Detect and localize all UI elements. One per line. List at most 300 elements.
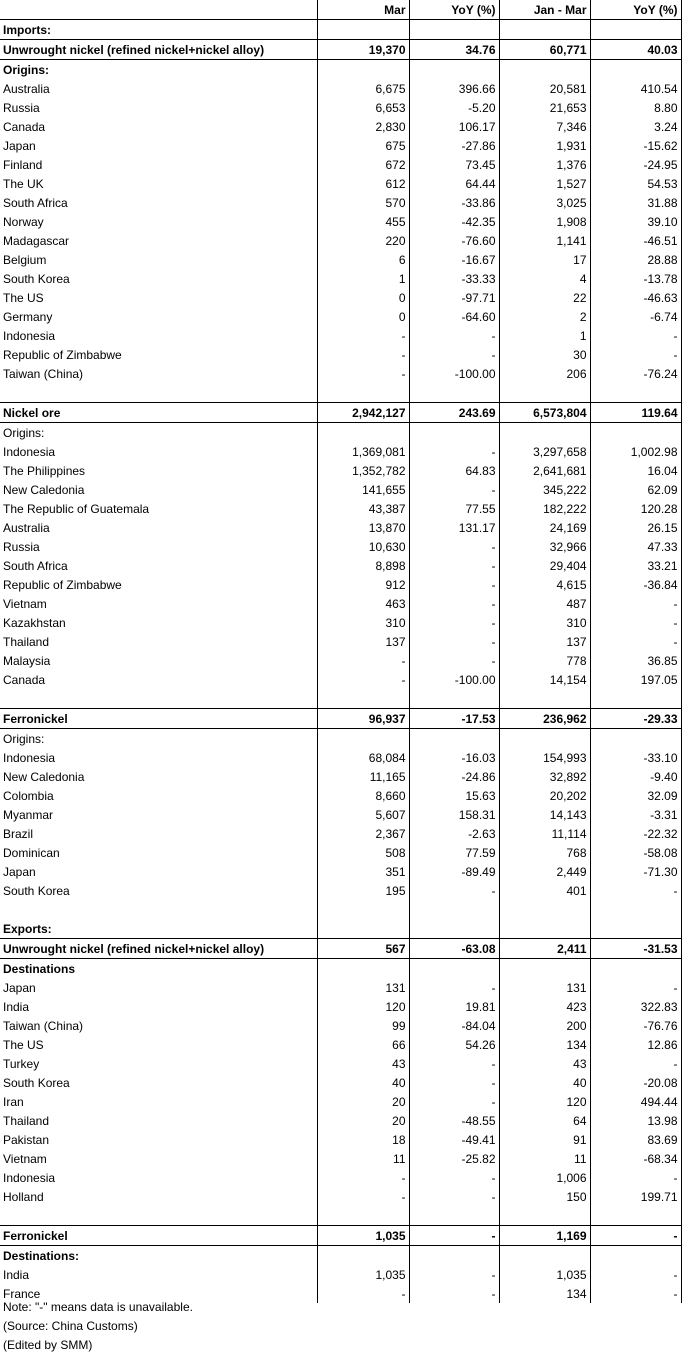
cell-label	[0, 1206, 317, 1226]
cell-label: Malaysia	[3, 653, 51, 668]
cell-jan-mar: 182,222	[499, 499, 590, 518]
cell-yoy-jan-mar	[590, 20, 681, 40]
cell-jan-mar: 20,202	[499, 786, 590, 805]
cell-jan-mar: 3,297,658	[499, 442, 590, 461]
table-row	[0, 98, 681, 117]
table-row	[0, 729, 681, 749]
cell-label: Republic of Zimbabwe	[3, 577, 122, 592]
cell-mar: 2,942,127	[317, 403, 409, 423]
cell-label: Taiwan (China)	[3, 366, 84, 381]
table-row	[0, 824, 681, 843]
header-cell-mar: Mar	[317, 0, 409, 20]
cell-label: Origins:	[3, 425, 45, 440]
cell-yoy-jan-mar	[590, 1206, 681, 1226]
cell-yoy-jan-mar	[590, 423, 681, 443]
spacer-row	[0, 1206, 681, 1226]
cell-yoy-jan-mar: -	[590, 881, 681, 900]
cell-jan-mar: 29,404	[499, 556, 590, 575]
cell-jan-mar: 1,169	[499, 1226, 590, 1246]
table-row	[0, 881, 681, 900]
table-row	[0, 499, 681, 518]
cell-jan-mar: 4,615	[499, 575, 590, 594]
cell-yoy-jan-mar	[590, 900, 681, 919]
cell-label: Madagascar	[3, 233, 70, 248]
total-row	[0, 403, 681, 423]
cell-yoy-jan-mar: -13.78	[590, 269, 681, 288]
cell-jan-mar: 6,573,804	[499, 403, 590, 423]
cell-jan-mar: 14,143	[499, 805, 590, 824]
table-row	[0, 556, 681, 575]
cell-yoy-mar: -97.71	[409, 288, 499, 307]
table-row	[0, 174, 681, 193]
table-row	[0, 461, 681, 480]
cell-mar: 137	[317, 632, 409, 651]
cell-yoy-jan-mar: 26.15	[590, 518, 681, 537]
cell-yoy-jan-mar: -29.33	[590, 709, 681, 729]
cell-yoy-mar	[409, 1246, 499, 1266]
cell-mar	[317, 689, 409, 709]
cell-yoy-jan-mar: 33.21	[590, 556, 681, 575]
cell-yoy-jan-mar: -	[590, 1265, 681, 1284]
cell-yoy-jan-mar: -6.74	[590, 307, 681, 326]
cell-mar: 13,870	[317, 518, 409, 537]
cell-label: Indonesia	[3, 750, 56, 765]
cell-jan-mar: 2,641,681	[499, 461, 590, 480]
cell-mar: 2,830	[317, 117, 409, 136]
cell-yoy-jan-mar	[590, 60, 681, 80]
cell-label: South Korea	[3, 883, 70, 898]
cell-yoy-mar: -27.86	[409, 136, 499, 155]
cell-yoy-jan-mar	[590, 1246, 681, 1266]
cell-yoy-jan-mar: 3.24	[590, 117, 681, 136]
cell-label: The US	[3, 1037, 44, 1052]
table-row	[0, 748, 681, 767]
cell-yoy-mar: -5.20	[409, 98, 499, 117]
cell-yoy-mar: -	[409, 556, 499, 575]
cell-jan-mar: 1,376	[499, 155, 590, 174]
total-row	[0, 40, 681, 60]
cell-yoy-mar: -	[409, 345, 499, 364]
cell-yoy-mar: -	[409, 442, 499, 461]
cell-yoy-mar: -63.08	[409, 939, 499, 959]
cell-yoy-jan-mar	[590, 959, 681, 979]
cell-yoy-mar	[409, 919, 499, 939]
cell-label: Japan	[3, 138, 36, 153]
cell-label: Australia	[3, 520, 50, 535]
cell-label: Thailand	[3, 1113, 50, 1128]
cell-yoy-mar: 131.17	[409, 518, 499, 537]
cell-yoy-mar: -48.55	[409, 1111, 499, 1130]
cell-mar: 455	[317, 212, 409, 231]
cell-yoy-mar	[409, 1206, 499, 1226]
cell-mar	[317, 60, 409, 80]
cell-jan-mar: 310	[499, 613, 590, 632]
table-row	[0, 193, 681, 212]
cell-mar: 11	[317, 1149, 409, 1168]
cell-yoy-mar: 243.69	[409, 403, 499, 423]
cell-yoy-jan-mar: -20.08	[590, 1073, 681, 1092]
section-label-row	[0, 60, 681, 80]
cell-jan-mar: 2	[499, 307, 590, 326]
table-row	[0, 997, 681, 1016]
cell-mar: -	[317, 670, 409, 689]
cell-mar	[317, 959, 409, 979]
cell-yoy-mar: -25.82	[409, 1149, 499, 1168]
cell-label: Iran	[3, 1094, 24, 1109]
cell-mar: 612	[317, 174, 409, 193]
cell-label: Thailand	[3, 634, 50, 649]
cell-jan-mar: 1,908	[499, 212, 590, 231]
note-unavailable: Note: "-" means data is unavailable.	[3, 1300, 193, 1314]
cell-label: Indonesia	[3, 444, 56, 459]
spacer-row	[0, 383, 681, 403]
cell-yoy-jan-mar: 83.69	[590, 1130, 681, 1149]
cell-jan-mar: 24,169	[499, 518, 590, 537]
cell-mar: 66	[317, 1035, 409, 1054]
cell-mar: -	[317, 1187, 409, 1206]
section-label-row	[0, 20, 681, 40]
cell-mar	[317, 1246, 409, 1266]
cell-jan-mar: 345,222	[499, 480, 590, 499]
total-row	[0, 1226, 681, 1246]
cell-yoy-mar: -	[409, 1226, 499, 1246]
cell-label: Imports:	[3, 22, 51, 37]
table-row	[0, 1016, 681, 1035]
cell-yoy-mar: -76.60	[409, 231, 499, 250]
cell-label: Germany	[3, 309, 53, 324]
cell-label: The US	[3, 290, 44, 305]
table-row	[0, 1130, 681, 1149]
cell-yoy-mar	[409, 689, 499, 709]
cell-yoy-mar: -100.00	[409, 670, 499, 689]
cell-jan-mar: 1,931	[499, 136, 590, 155]
spacer-row	[0, 689, 681, 709]
cell-jan-mar: 3,025	[499, 193, 590, 212]
cell-mar: -	[317, 345, 409, 364]
cell-yoy-mar: -	[409, 978, 499, 997]
cell-yoy-mar	[409, 900, 499, 919]
total-row	[0, 939, 681, 959]
cell-label: The Philippines	[3, 463, 86, 478]
cell-jan-mar: 154,993	[499, 748, 590, 767]
table-row	[0, 632, 681, 651]
cell-mar: 570	[317, 193, 409, 212]
cell-yoy-mar: 34.76	[409, 40, 499, 60]
cell-yoy-jan-mar: -	[590, 1168, 681, 1187]
cell-jan-mar: 32,892	[499, 767, 590, 786]
cell-label	[0, 900, 317, 919]
cell-yoy-mar: -16.03	[409, 748, 499, 767]
note-source: (Source: China Customs)	[3, 1319, 138, 1333]
total-row	[0, 709, 681, 729]
cell-yoy-mar: 19.81	[409, 997, 499, 1016]
cell-label: Ferronickel	[0, 1226, 317, 1246]
cell-mar	[317, 20, 409, 40]
cell-yoy-mar	[409, 383, 499, 403]
cell-label: Myanmar	[3, 807, 54, 822]
cell-mar: 131	[317, 978, 409, 997]
cell-yoy-jan-mar: 32.09	[590, 786, 681, 805]
cell-jan-mar: 30	[499, 345, 590, 364]
cell-yoy-jan-mar: 47.33	[590, 537, 681, 556]
cell-mar: 508	[317, 843, 409, 862]
cell-yoy-jan-mar: -15.62	[590, 136, 681, 155]
cell-jan-mar: 768	[499, 843, 590, 862]
cell-mar: 11,165	[317, 767, 409, 786]
cell-yoy-jan-mar: -76.76	[590, 1016, 681, 1035]
cell-yoy-jan-mar: -	[590, 1284, 681, 1303]
table-row	[0, 537, 681, 556]
header-cell-label	[0, 0, 317, 20]
cell-label: Destinations:	[3, 1248, 80, 1263]
cell-label: Russia	[3, 539, 40, 554]
table-row	[0, 212, 681, 231]
cell-yoy-jan-mar: -36.84	[590, 575, 681, 594]
table-row	[0, 1111, 681, 1130]
cell-yoy-mar: -84.04	[409, 1016, 499, 1035]
cell-yoy-jan-mar: 16.04	[590, 461, 681, 480]
cell-mar: 8,898	[317, 556, 409, 575]
cell-jan-mar	[499, 383, 590, 403]
cell-yoy-jan-mar: -58.08	[590, 843, 681, 862]
cell-yoy-mar: 77.55	[409, 499, 499, 518]
cell-jan-mar	[499, 919, 590, 939]
cell-mar: -	[317, 364, 409, 383]
cell-yoy-mar	[409, 729, 499, 749]
cell-yoy-mar: 396.66	[409, 79, 499, 98]
cell-mar: 20	[317, 1092, 409, 1111]
cell-yoy-jan-mar	[590, 729, 681, 749]
cell-jan-mar	[499, 60, 590, 80]
cell-yoy-jan-mar: 120.28	[590, 499, 681, 518]
cell-jan-mar: 423	[499, 997, 590, 1016]
cell-jan-mar: 487	[499, 594, 590, 613]
table-row	[0, 117, 681, 136]
cell-yoy-mar: -100.00	[409, 364, 499, 383]
cell-jan-mar: 32,966	[499, 537, 590, 556]
header-cell-yoy-mar: YoY (%)	[409, 0, 499, 20]
cell-mar	[317, 1206, 409, 1226]
cell-yoy-mar: -	[409, 575, 499, 594]
cell-label: South Africa	[3, 558, 68, 573]
cell-mar	[317, 423, 409, 443]
table-row	[0, 480, 681, 499]
cell-yoy-mar: -16.67	[409, 250, 499, 269]
table-row	[0, 288, 681, 307]
table-row	[0, 651, 681, 670]
cell-label: New Caledonia	[3, 769, 85, 784]
cell-mar: 220	[317, 231, 409, 250]
table-row	[0, 575, 681, 594]
cell-yoy-mar: -2.63	[409, 824, 499, 843]
cell-mar: 40	[317, 1073, 409, 1092]
cell-label: India	[3, 1267, 30, 1282]
cell-jan-mar: 2,449	[499, 862, 590, 881]
cell-jan-mar: 11,114	[499, 824, 590, 843]
cell-yoy-jan-mar: -46.63	[590, 288, 681, 307]
cell-yoy-jan-mar: 54.53	[590, 174, 681, 193]
cell-yoy-jan-mar	[590, 383, 681, 403]
cell-label: Destinations	[3, 961, 76, 976]
cell-yoy-jan-mar: 197.05	[590, 670, 681, 689]
cell-label: Taiwan (China)	[3, 1018, 84, 1033]
cell-mar: 1,035	[317, 1265, 409, 1284]
cell-label: Finland	[3, 157, 43, 172]
cell-yoy-jan-mar: -9.40	[590, 767, 681, 786]
cell-label: Turkey	[3, 1056, 40, 1071]
cell-yoy-mar: -64.60	[409, 307, 499, 326]
cell-label: Ferronickel	[0, 709, 317, 729]
cell-jan-mar: 20,581	[499, 79, 590, 98]
cell-yoy-jan-mar: 322.83	[590, 997, 681, 1016]
cell-mar: -	[317, 1284, 409, 1303]
cell-mar: 351	[317, 862, 409, 881]
cell-jan-mar: 1	[499, 326, 590, 345]
spacer-row	[0, 900, 681, 919]
table-row	[0, 978, 681, 997]
cell-label: Indonesia	[3, 1170, 56, 1185]
cell-yoy-jan-mar: -	[590, 345, 681, 364]
cell-label: Holland	[3, 1189, 44, 1204]
cell-mar	[317, 729, 409, 749]
cell-yoy-jan-mar: -	[590, 594, 681, 613]
cell-label: Kazakhstan	[3, 615, 66, 630]
cell-yoy-mar: -	[409, 1054, 499, 1073]
cell-yoy-jan-mar: -68.34	[590, 1149, 681, 1168]
cell-yoy-mar: -	[409, 881, 499, 900]
cell-yoy-jan-mar: -71.30	[590, 862, 681, 881]
cell-yoy-jan-mar: -	[590, 326, 681, 345]
cell-yoy-jan-mar: -76.24	[590, 364, 681, 383]
table-row	[0, 518, 681, 537]
cell-mar: 0	[317, 307, 409, 326]
cell-label: Russia	[3, 100, 40, 115]
cell-mar: 20	[317, 1111, 409, 1130]
cell-mar: 5,607	[317, 805, 409, 824]
cell-jan-mar: 134	[499, 1284, 590, 1303]
cell-label: Norway	[3, 214, 44, 229]
cell-yoy-mar: -24.86	[409, 767, 499, 786]
cell-yoy-jan-mar: 12.86	[590, 1035, 681, 1054]
cell-mar	[317, 900, 409, 919]
cell-yoy-mar: -42.35	[409, 212, 499, 231]
cell-jan-mar: 17	[499, 250, 590, 269]
table-row	[0, 1054, 681, 1073]
table-row	[0, 1092, 681, 1111]
section-label-row	[0, 919, 681, 939]
table-row	[0, 670, 681, 689]
table-row	[0, 1187, 681, 1206]
cell-yoy-mar: -89.49	[409, 862, 499, 881]
cell-mar: 195	[317, 881, 409, 900]
cell-jan-mar	[499, 900, 590, 919]
cell-label: Pakistan	[3, 1132, 50, 1147]
table-row	[0, 1149, 681, 1168]
cell-jan-mar: 1,035	[499, 1265, 590, 1284]
table-row	[0, 231, 681, 250]
cell-yoy-mar: -	[409, 594, 499, 613]
cell-yoy-jan-mar: 199.71	[590, 1187, 681, 1206]
table-row	[0, 767, 681, 786]
section-label-row	[0, 1246, 681, 1266]
cell-yoy-jan-mar: 28.88	[590, 250, 681, 269]
cell-yoy-mar: -33.33	[409, 269, 499, 288]
cell-label: Unwrought nickel (refined nickel+nickel alloy)	[0, 40, 317, 60]
cell-yoy-mar: 15.63	[409, 786, 499, 805]
cell-jan-mar: 4	[499, 269, 590, 288]
table-row	[0, 269, 681, 288]
cell-jan-mar	[499, 20, 590, 40]
cell-jan-mar: 236,962	[499, 709, 590, 729]
cell-jan-mar	[499, 1206, 590, 1226]
cell-yoy-jan-mar	[590, 919, 681, 939]
table-row	[0, 307, 681, 326]
cell-label: Unwrought nickel (refined nickel+nickel alloy)	[0, 939, 317, 959]
table-row	[0, 442, 681, 461]
cell-yoy-jan-mar: 39.10	[590, 212, 681, 231]
cell-label: Canada	[3, 119, 46, 134]
cell-mar: 310	[317, 613, 409, 632]
header-cell-yoy-jan-mar: YoY (%)	[590, 0, 681, 20]
cell-jan-mar: 14,154	[499, 670, 590, 689]
cell-label: Exports:	[3, 921, 52, 936]
cell-yoy-mar: -	[409, 651, 499, 670]
cell-yoy-mar: -	[409, 1284, 499, 1303]
cell-yoy-jan-mar: 40.03	[590, 40, 681, 60]
cell-yoy-jan-mar: 31.88	[590, 193, 681, 212]
cell-jan-mar: 64	[499, 1111, 590, 1130]
cell-jan-mar: 1,006	[499, 1168, 590, 1187]
cell-label: Vietnam	[3, 1151, 47, 1166]
cell-mar: 0	[317, 288, 409, 307]
cell-yoy-mar: -	[409, 480, 499, 499]
cell-jan-mar: 60,771	[499, 40, 590, 60]
cell-yoy-jan-mar: 8.80	[590, 98, 681, 117]
table-row	[0, 613, 681, 632]
cell-mar: 6,675	[317, 79, 409, 98]
cell-yoy-mar: -17.53	[409, 709, 499, 729]
cell-mar: -	[317, 1168, 409, 1187]
cell-mar: 6	[317, 250, 409, 269]
cell-mar: 99	[317, 1016, 409, 1035]
cell-yoy-mar: -	[409, 1265, 499, 1284]
cell-mar: 675	[317, 136, 409, 155]
cell-jan-mar	[499, 423, 590, 443]
cell-yoy-mar: -	[409, 1187, 499, 1206]
cell-yoy-jan-mar: -24.95	[590, 155, 681, 174]
cell-jan-mar: 11	[499, 1149, 590, 1168]
cell-yoy-jan-mar: -33.10	[590, 748, 681, 767]
cell-label: Vietnam	[3, 596, 47, 611]
cell-yoy-mar: 158.31	[409, 805, 499, 824]
cell-jan-mar: 1,141	[499, 231, 590, 250]
cell-label: Brazil	[3, 826, 34, 841]
cell-mar: 10,630	[317, 537, 409, 556]
cell-jan-mar: 206	[499, 364, 590, 383]
cell-yoy-jan-mar: -	[590, 978, 681, 997]
table-row	[0, 805, 681, 824]
cell-yoy-mar: 77.59	[409, 843, 499, 862]
cell-mar: 19,370	[317, 40, 409, 60]
cell-jan-mar	[499, 729, 590, 749]
table-row	[0, 364, 681, 383]
cell-yoy-jan-mar: 36.85	[590, 651, 681, 670]
cell-label: The Republic of Guatemala	[3, 501, 150, 516]
table-row	[0, 843, 681, 862]
cell-jan-mar	[499, 689, 590, 709]
cell-label: Belgium	[3, 252, 47, 267]
cell-mar: 18	[317, 1130, 409, 1149]
